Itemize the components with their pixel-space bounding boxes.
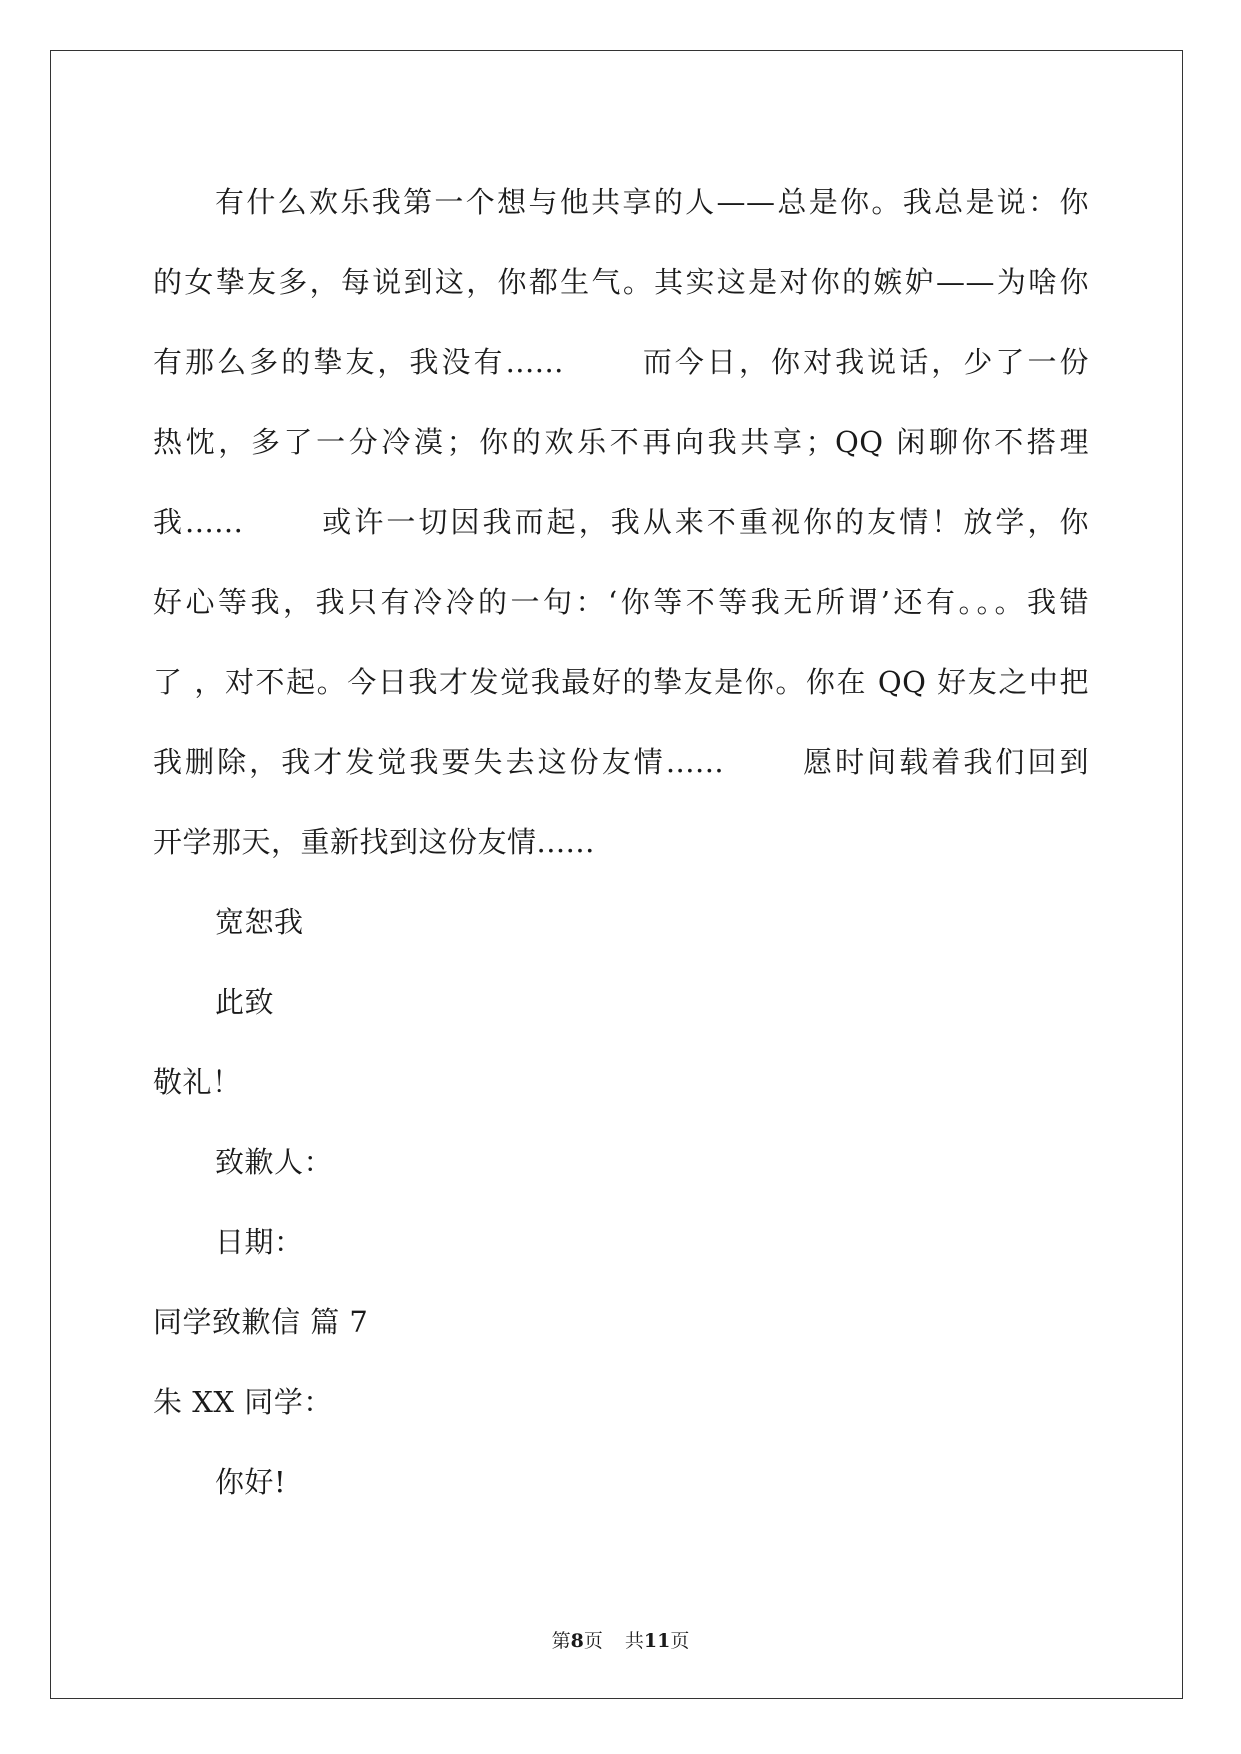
body-line: 我...... 或许一切因我而起，我从来不重视你的友情！放学，你: [153, 505, 1089, 539]
date-label: 日期：: [215, 1225, 304, 1259]
salutation: 朱 XX 同学：: [153, 1385, 333, 1419]
body-line: 的女挚友多，每说到这，你都生气。其实这是对你的嫉妒——为啥你: [153, 265, 1089, 299]
document-body: [153, 162, 1089, 1522]
closing-forgive: 宽恕我: [215, 905, 304, 939]
footer-total-prefix: 共: [624, 1630, 644, 1652]
current-page-number: 8: [570, 1630, 584, 1652]
body-line: 有什么欢乐我第一个想与他共享的人——总是你。我总是说：你: [215, 185, 1089, 219]
body-line: 了 ，对不起。今日我才发觉我最好的挚友是你。你在 QQ 好友之中把: [153, 665, 1089, 699]
body-line: 开学那天，重新找到这份友情......: [153, 825, 595, 859]
closing-jingli: 敬礼！: [153, 1065, 242, 1099]
greeting: 你好!: [215, 1465, 287, 1499]
footer-prefix: 第: [551, 1630, 571, 1652]
body-line: 我删除，我才发觉我要失去这份友情...... 愿时间载着我们回到: [153, 745, 1089, 779]
footer-page-word: 页: [583, 1630, 603, 1652]
closing-cizhi: 此致: [215, 985, 275, 1019]
total-pages-number: 11: [643, 1630, 671, 1652]
body-line: 热忱，多了一分冷漠；你的欢乐不再向我共享；QQ 闲聊你不搭理: [153, 425, 1089, 459]
body-line: 好心等我，我只有冷冷的一句：‘你等不等我无所谓’还有。。。我错: [153, 585, 1089, 619]
section-heading: 同学致歉信 篇 7: [153, 1305, 369, 1339]
body-line: 有那么多的挚友，我没有...... 而今日，你对我说话，少了一份: [153, 345, 1089, 379]
apologizer-label: 致歉人：: [215, 1145, 334, 1179]
page-footer: [0, 1626, 1241, 1653]
footer-total-suffix: 页: [670, 1630, 690, 1652]
